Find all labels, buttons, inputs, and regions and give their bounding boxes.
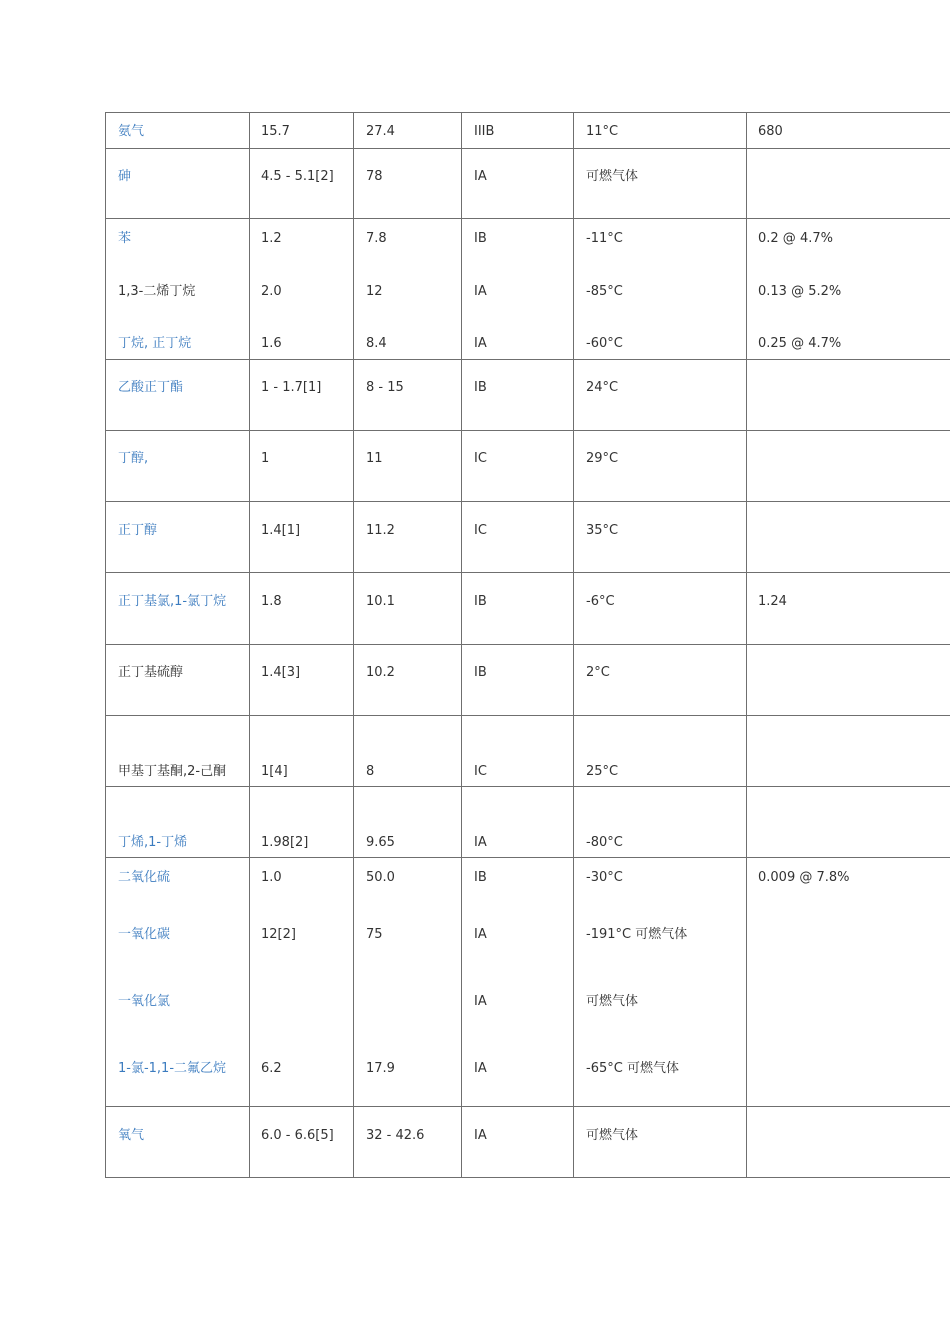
cell-lower-limit: 1[4] <box>261 764 288 779</box>
cell-class: IA <box>474 169 487 184</box>
cell-energy: 0.2 @ 4.7% <box>758 231 833 246</box>
table-row <box>105 786 950 857</box>
cell-class: IB <box>474 870 487 885</box>
table-row <box>105 501 950 572</box>
cell-name[interactable]: 一氧化氯 <box>118 994 171 1009</box>
cell-class: IA <box>474 336 487 351</box>
cell-upper-limit: 75 <box>366 927 383 942</box>
cell-name[interactable]: 二氧化硫 <box>118 870 171 885</box>
cell-name: 1,3-二烯丁烷 <box>118 284 196 299</box>
cell-flash-point: -6°C <box>586 594 615 609</box>
table-row <box>105 572 950 644</box>
cell-name[interactable]: 正丁醇 <box>118 523 158 538</box>
column-divider <box>573 112 574 1178</box>
cell-upper-limit: 32 - 42.6 <box>366 1128 425 1143</box>
cell-upper-limit: 78 <box>366 169 383 184</box>
cell-class: IA <box>474 1061 487 1076</box>
column-divider <box>461 112 462 1178</box>
cell-flash-point: -85°C <box>586 284 623 299</box>
cell-class: IA <box>474 1128 487 1143</box>
cell-flash-point: -65°C 可燃气体 <box>586 1061 679 1076</box>
cell-flash-point: 2°C <box>586 665 610 680</box>
cell-class: IC <box>474 764 487 779</box>
cell-upper-limit: 10.1 <box>366 594 395 609</box>
table-row <box>105 644 950 715</box>
cell-name[interactable]: 丁烷, 正丁烷 <box>118 336 192 351</box>
cell-energy: 0.009 @ 7.8% <box>758 870 850 885</box>
cell-flash-point: 25°C <box>586 764 619 779</box>
cell-upper-limit: 7.8 <box>366 231 387 246</box>
cell-upper-limit: 12 <box>366 284 383 299</box>
cell-name: 正丁基硫醇 <box>118 665 184 680</box>
cell-flash-point: 11°C <box>586 124 619 139</box>
cell-energy: 0.25 @ 4.7% <box>758 336 842 351</box>
cell-name[interactable]: 丁醇, <box>118 451 149 466</box>
cell-name[interactable]: 1-氯-1,1-二氟乙烷 <box>118 1061 227 1076</box>
cell-name[interactable]: 砷 <box>118 169 132 184</box>
cell-flash-point: -60°C <box>586 336 623 351</box>
table-row <box>105 857 950 1106</box>
cell-class: IC <box>474 451 487 466</box>
cell-class: IA <box>474 994 487 1009</box>
cell-class: IA <box>474 927 487 942</box>
cell-upper-limit: 8 - 15 <box>366 380 404 395</box>
table-row <box>105 148 950 218</box>
cell-name[interactable]: 氧气 <box>118 1128 145 1143</box>
table-row <box>105 1106 950 1178</box>
cell-flash-point: 可燃气体 <box>586 1128 639 1143</box>
cell-upper-limit: 50.0 <box>366 870 395 885</box>
cell-class: IIIB <box>474 124 495 139</box>
cell-lower-limit: 1.0 <box>261 870 282 885</box>
cell-lower-limit: 1.2 <box>261 231 282 246</box>
cell-lower-limit: 1.4[3] <box>261 665 301 680</box>
cell-class: IC <box>474 523 487 538</box>
cell-upper-limit: 11 <box>366 451 383 466</box>
cell-lower-limit: 1.98[2] <box>261 835 309 850</box>
cell-flash-point: -30°C <box>586 870 623 885</box>
column-divider <box>746 112 747 1178</box>
cell-lower-limit: 4.5 - 5.1[2] <box>261 169 334 184</box>
cell-energy: 0.13 @ 5.2% <box>758 284 842 299</box>
table-row <box>105 715 950 786</box>
substance-table <box>105 112 950 1178</box>
cell-flash-point: 可燃气体 <box>586 169 639 184</box>
cell-flash-point: -191°C 可燃气体 <box>586 927 688 942</box>
cell-lower-limit: 1 - 1.7[1] <box>261 380 322 395</box>
cell-lower-limit: 1.6 <box>261 336 282 351</box>
cell-flash-point: -11°C <box>586 231 623 246</box>
cell-lower-limit: 6.0 - 6.6[5] <box>261 1128 334 1143</box>
cell-flash-point: -80°C <box>586 835 623 850</box>
cell-name[interactable]: 氨气 <box>118 124 145 139</box>
column-divider <box>249 112 250 1178</box>
cell-upper-limit: 8.4 <box>366 336 387 351</box>
cell-flash-point: 24°C <box>586 380 619 395</box>
cell-upper-limit: 10.2 <box>366 665 395 680</box>
cell-name[interactable]: 正丁基氯,1-氯丁烷 <box>118 594 227 609</box>
cell-class: IB <box>474 594 487 609</box>
cell-name[interactable]: 一氧化碳 <box>118 927 171 942</box>
cell-lower-limit: 2.0 <box>261 284 282 299</box>
cell-upper-limit: 9.65 <box>366 835 395 850</box>
cell-flash-point: 35°C <box>586 523 619 538</box>
cell-class: IB <box>474 665 487 680</box>
cell-name[interactable]: 苯 <box>118 231 132 246</box>
cell-lower-limit: 6.2 <box>261 1061 282 1076</box>
cell-lower-limit: 1 <box>261 451 270 466</box>
column-divider <box>105 112 106 1178</box>
cell-name[interactable]: 乙酸正丁酯 <box>118 380 184 395</box>
cell-upper-limit: 17.9 <box>366 1061 395 1076</box>
cell-upper-limit: 27.4 <box>366 124 395 139</box>
cell-name: 甲基丁基酮,2-己酮 <box>118 764 227 779</box>
cell-lower-limit: 1.8 <box>261 594 282 609</box>
cell-class: IB <box>474 380 487 395</box>
cell-lower-limit: 15.7 <box>261 124 290 139</box>
cell-lower-limit: 1.4[1] <box>261 523 301 538</box>
cell-energy: 680 <box>758 124 783 139</box>
cell-upper-limit: 8 <box>366 764 375 779</box>
cell-lower-limit: 12[2] <box>261 927 296 942</box>
cell-class: IA <box>474 835 487 850</box>
table-row <box>105 112 950 148</box>
column-divider <box>353 112 354 1178</box>
cell-name[interactable]: 丁烯,1-丁烯 <box>118 835 188 850</box>
cell-class: IA <box>474 284 487 299</box>
cell-energy: 1.24 <box>758 594 787 609</box>
table-row <box>105 359 950 430</box>
table-row <box>105 430 950 501</box>
cell-flash-point: 29°C <box>586 451 619 466</box>
cell-class: IB <box>474 231 487 246</box>
cell-upper-limit: 11.2 <box>366 523 395 538</box>
cell-flash-point: 可燃气体 <box>586 994 639 1009</box>
